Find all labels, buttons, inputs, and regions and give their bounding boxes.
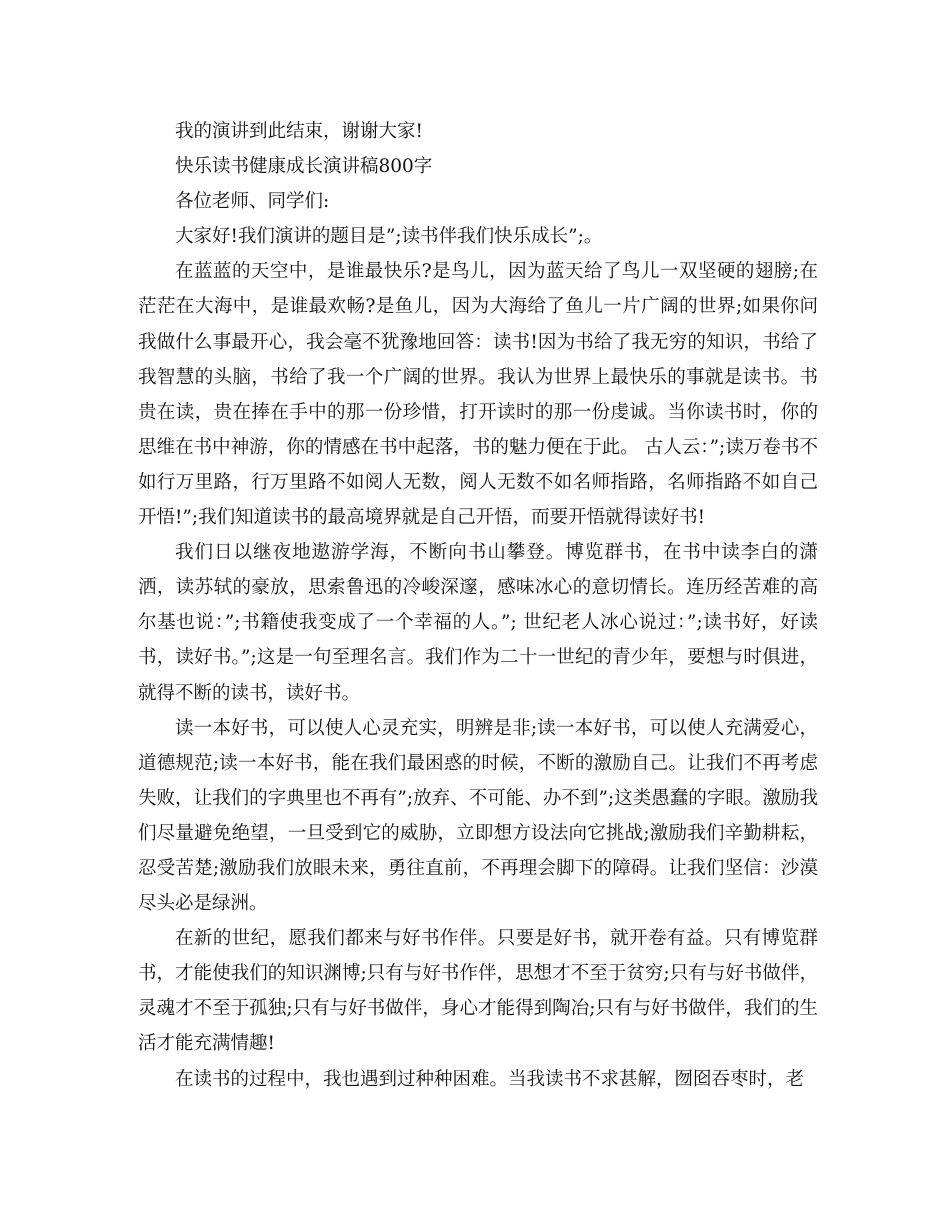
greeting-paragraph: 大家好!我们演讲的题目是”;读书伴我们快乐成长”;。 (175, 226, 603, 248)
speech-title: 快乐读书健康成长演讲稿800字 (175, 156, 433, 178)
document-body (138, 114, 818, 1097)
body-paragraph: 读一本好书，可以使人心灵充实，明辨是非;读一本好书，可以使人充满爱心，道德规范;读一本好书，能在我们最困惑的时候，不断的激励自己。让我们不再考虑失败，让我们的字典里也不再有”;放弃、不可能、办不到”;这类愚蠢的字眼。激励我们尽量避免绝望，一旦受到它的威胁，立即想方设法向它挑战;激励我们辛勤耕耘，忍受苦楚;激励我们放眼未来，勇往直前，不再理会脚下的障碍。让我们坚信：沙漠尽头必是绿洲。 (138, 717, 818, 915)
closing-line: 我的演讲到此结束，谢谢大家! (175, 121, 423, 142)
salutation: 各位老师、同学们: (175, 191, 330, 213)
body-paragraph: 在读书的过程中，我也遇到过种种困难。当我读书不求甚解，囫囵吞枣时，老 (175, 1068, 805, 1090)
body-paragraph: 我们日以继夜地遨游学海，不断向书山攀登。博览群书，在书中读李白的潇洒，读苏轼的豪放，思索鲁迅的冷峻深邃，感味冰心的意切情长。连历经苦难的高尔基也说：”;书籍使我变成了一个幸福的人。”; 世纪老人冰心说过：”;读书好，好读书，读好书。”;这是一句至理名言。我们作为二十一世纪的青少年，要想与时俱进，就得不断的读书，读好书。 (138, 542, 818, 704)
body-paragraph: 在新的世纪，愿我们都来与好书作伴。只要是好书，就开卷有益。只有博览群书，才能使我们的知识渊博;只有与好书作伴，思想才不至于贫穷;只有与好书做伴，灵魂才不至于孤独;只有与好书做伴，身心才能得到陶冶;只有与好书做伴，我们的生活才能充满情趣! (138, 928, 818, 1055)
body-paragraph: 在蓝蓝的天空中，是谁最快乐?是鸟儿，因为蓝天给了鸟儿一双坚硬的翅膀;在茫茫在大海中，是谁最欢畅?是鱼儿，因为大海给了鱼儿一片广阔的世界;如果你问我做什么事最开心，我会毫不犹豫地回答：读书!因为书给了我无穷的知识，书给了我智慧的头脑，书给了我一个广阔的世界。我认为世界上最快乐的事就是读书。书贵在读，贵在捧在手中的那一份珍惜，打开读时的那一份虔诚。当你读书时，你的思维在书中神游，你的情感在书中起落，书的魅力便在于此。 古人云：”;读万卷书不如行万里路，行万里路不如阅人无数，阅人无数不如名师指路，名师指路不如自己开悟!”;我们知道读书的最高境界就是自己开悟，而要开悟就得读好书! (138, 261, 818, 529)
